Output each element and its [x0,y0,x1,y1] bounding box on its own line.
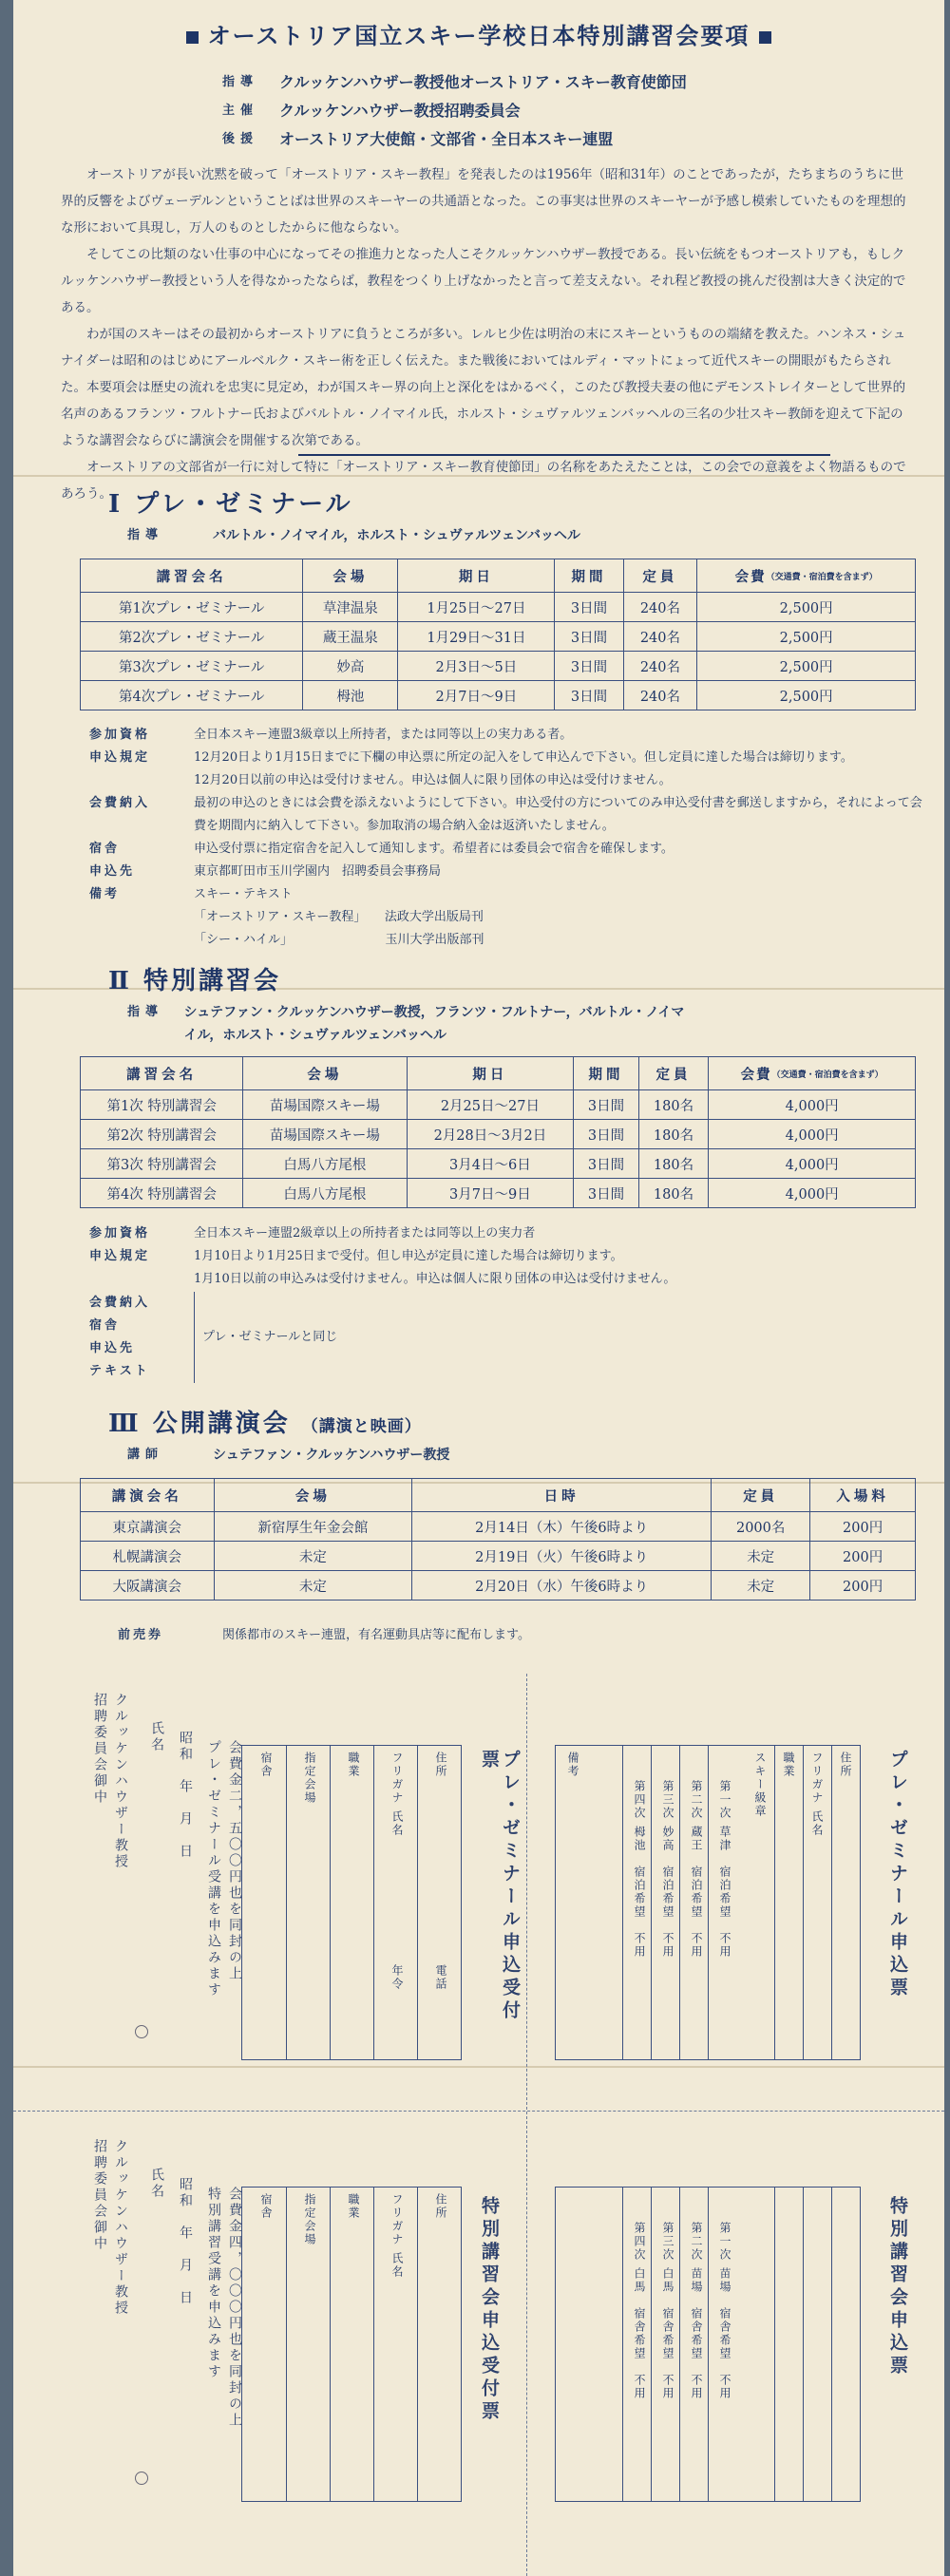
pre-receipt-grid: 住所 フリガナ 氏名 職業 指定会場 宿舎 電話 年令 [241,1745,462,2060]
divider [298,454,830,456]
column-header: 会費（交通費・宿泊費を含まず） [697,559,916,593]
special-receipt-title: 特別講習会申込受付票 [479,2196,500,2424]
organizer-role: 指導 [222,75,259,89]
special-receipt-grid: 住所 フリガナ 氏名 職業 指定会場 宿舎 [241,2187,462,2502]
table-cell: 2月19日（火）午後6時より [412,1542,712,1571]
application-forms [13,1674,944,2576]
table-cell: 第1次プレ・ゼミナール [81,593,303,622]
column-header: 入場料 [810,1479,916,1512]
note-row [89,747,925,769]
fee-note: （交通費・宿泊費を含まず） [766,572,878,582]
table-cell: 3日間 [574,1090,638,1120]
table-cell: 3日間 [555,622,623,652]
table-cell: 未定 [214,1542,412,1571]
table-cell: 白馬八方尾根 [243,1179,407,1208]
note-label [89,769,194,792]
table-cell: 東京講演会 [81,1512,215,1542]
note-label: 申込先 [89,1341,136,1355]
column-header: 定員 [623,559,697,593]
column-header: 期間 [574,1057,638,1090]
column-header: 定員 [712,1479,810,1512]
table-cell: 2月14日（木）午後6時より [412,1512,712,1542]
note-row [89,838,925,861]
fee-line: 会費金四，〇〇〇円也を同封の上 特別講習受講を申込みます [206,2187,242,2429]
note-text: 12月20日以前の申込は受付けません。申込は個人に限り団体の申込は受付けません。 [194,773,672,787]
table-cell: 3日間 [574,1120,638,1149]
note-label: 申込先 [89,864,136,879]
date-line[interactable]: 昭和 年 月 日 [178,2177,193,2306]
note-label [89,1268,194,1291]
table-cell: 2,500円 [697,681,916,710]
table-cell: 3日間 [574,1149,638,1179]
table-cell: 苗場国際スキー場 [243,1090,407,1120]
square-bullet-icon [759,31,771,44]
note-row [89,929,925,952]
table-cell: 1月29日〜31日 [398,622,555,652]
intro-paragraph: そしてこの比類のない仕事の中心になってその推進力となった人こそクルッケンハウザー教授である。長い伝統をもつオーストリアも，もしクルッケンハウザー教授という人を得なかったならば，教程をつくり上げなかったと言って差支えない。それ程ど教授の挑んだ役割は大きく決定的である。 [61,247,906,315]
table-cell: 蔵王温泉 [303,622,398,652]
note-row [89,906,925,929]
table-row [81,1149,916,1179]
section-1-notes [89,724,925,952]
note-label: 申込規定 [89,750,151,765]
square-bullet-icon [186,31,199,44]
table-cell: 200円 [810,1512,916,1542]
note-label: 備考 [89,887,121,901]
section-2-notes [89,1222,925,1291]
date-line[interactable]: 昭和 年 月 日 [178,1731,193,1860]
table-cell: 3月7日〜9日 [407,1179,574,1208]
note-label: 申込規定 [89,1249,151,1263]
table-cell: 第2次プレ・ゼミナール [81,622,303,652]
table-cell: 第3次プレ・ゼミナール [81,652,303,681]
column-header: 講演会名 [81,1479,215,1512]
column-header: 講習会名 [81,559,303,593]
table-header-row [81,559,916,593]
column-header: 会場 [214,1479,412,1512]
note-row [89,769,925,792]
table-cell: 180名 [638,1120,709,1149]
table-cell: 2月28日〜3月2日 [407,1120,574,1149]
section-1-instructors: 指導 バルトル・ノイマイル，ホルスト・シュヴァルツェンバッヘル [127,528,580,543]
table-cell: 4,000円 [709,1179,916,1208]
table-row [81,1120,916,1149]
document-sheet [13,0,944,2576]
addressee: クルッケンハウザー教授 招聘委員会御中 [92,2139,128,2317]
table-row [81,1571,916,1601]
applicant-name[interactable]: 氏名 [149,2168,164,2200]
cut-line [526,1674,527,2576]
table-cell: 第4次 特別講習会 [81,1179,243,1208]
table-cell: 3日間 [555,652,623,681]
table-cell: 未定 [214,1571,412,1601]
note-text: スキー・テキスト [194,887,293,901]
intro-paragraph: わが国のスキーはその最初からオーストリアに負うところが多い。レルヒ少佐は明治の末にスキーというものの端緒を教えた。ハンネス・シュナイダーは昭和のはじめにアールベルク・スキー術を正しく伝えた。また戦後においてはルディ・マットにょって近代スキーの開眼がもたらされた。本要項会は歴史の流れを忠実に見定め，わが国スキー界の向上と深化をはかるべく，このたび教授夫妻の他にデモンストレイターとして世界的名声のあるフランツ・フルトナー氏およびバルトル・ノイマイル氏，ホルスト・シュヴァルツェンバッヘルの三名の少壮スキー教師を迎えて下記のような講習会ならびに講演会を開催する次第である。 [61,327,906,448]
table-cell: 1月25日〜27日 [398,593,555,622]
table-cell: 180名 [638,1090,709,1120]
table-cell: 第2次 特別講習会 [81,1120,243,1149]
organizer-name: オーストリア大使館・文部省・全日本スキー連盟 [279,130,614,148]
table-cell: 3月4日〜6日 [407,1149,574,1179]
note-row [89,1222,925,1245]
note-label: テキスト [89,1364,150,1378]
table-row [81,652,916,681]
note-text: 1月10日より1月25日まで受付。但し申込が定員に達した場合は締切ります。 [194,1249,623,1263]
column-header: 日時 [412,1479,712,1512]
note-label: 参加資格 [89,1226,151,1241]
table-cell: 200円 [810,1571,916,1601]
table-cell: 240名 [623,652,697,681]
note-label [89,906,194,929]
note-text: 1月10日以前の申込みは受付けません。申込は個人に限り団体の申込は受付けません。 [194,1272,676,1286]
table-row [81,1090,916,1120]
organizer-row [222,125,687,154]
column-header: 会費（交通費・宿泊費を含まず） [709,1057,916,1090]
addressee: クルッケンハウザー教授 招聘委員会御中 [92,1693,128,1870]
table-cell: 未定 [712,1542,810,1571]
intro-paragraph: オーストリアが長い沈黙を破って「オーストリア・スキー教程」を発表したのは1956年（昭和31年）のことであったが，たちまちのうちに世界的反響をよびヴェーデルンということばは世界のスキーヤーの共通語となった。この事実は世界のスキーヤーが予感し模索していたものを理想的な形において具現し，万人のものとしたからに他ならない。 [61,167,906,236]
table-cell: 札幌講演会 [81,1542,215,1571]
pre-application-title: プレ・ゼミナール申込票 [887,1750,908,2000]
note-label: 宿舎 [89,1318,121,1333]
table-cell: 2月7日〜9日 [398,681,555,710]
note-row [89,792,925,838]
table-cell: 4,000円 [709,1120,916,1149]
pre-application-grid: 住所 フリガナ 氏名 職業 スキー級章 備考 第一次 草津 宿泊希望 不用 第二次 蔵王 宿泊希望 不用 第三次 妙高 宿泊希望 不用 第四次 栂池 宿泊希望 不用 [555,1745,861,2060]
note-text: 12月20日より1月15日までに下欄の申込票に所定の記入をして申込んで下さい。但し定員に達した場合は締切ります。 [194,750,853,765]
special-application-grid: 第一次 苗場 宿舎希望 不用 第二次 苗場 宿舎希望 不用 第三次 白馬 宿舎希望 不用 第四次 白馬 宿舎希望 不用 [555,2187,861,2502]
column-header: 定員 [638,1057,709,1090]
table-cell: 新宿厚生年金会館 [214,1512,412,1542]
note-text: 「シー・ハイル」 玉川大学出版部刊 [194,933,484,947]
column-header: 会場 [303,559,398,593]
organizer-row [222,68,687,97]
table-cell: 2000名 [712,1512,810,1542]
table-cell: 240名 [623,681,697,710]
special-course-table [80,1056,916,1208]
organizers-block [222,68,687,154]
table-cell: 180名 [638,1179,709,1208]
note-row [89,861,925,883]
organizer-row [222,97,687,125]
intro-paragraph: オーストリアの文部省が一行に対して特に「オーストリア・スキー教育使節団」の名称をあたえたことは，この会での意義をよく物語るものであろう。 [61,460,906,502]
lecture-table [80,1478,916,1601]
note-label [89,929,194,952]
section-3-lecturer: 講師 シュテファン・クルッケンハウザー教授 [127,1448,450,1463]
table-cell: 2,500円 [697,593,916,622]
table-cell: 2,500円 [697,622,916,652]
section-2-same-block: 会費納入 宿舎 申込先 テキスト プレ・ゼミナールと同じ [89,1292,564,1383]
document-title: オーストリア国立スキー学校日本特別講習会要項 [13,17,944,50]
table-row [81,1512,916,1542]
column-header: 期日 [398,559,555,593]
table-header-row [81,1479,916,1512]
table-cell: 240名 [623,593,697,622]
table-cell: 白馬八方尾根 [243,1149,407,1179]
organizer-name: クルッケンハウザー教授他オーストリア・スキー教育使節団 [279,73,687,91]
cut-line [13,2111,944,2112]
table-cell: 苗場国際スキー場 [243,1120,407,1149]
note-text: 全日本スキー連盟3級章以上所持者，または同等以上の実力ある者。 [194,728,573,742]
section-3-heading: Ⅲ 公開講演会 （講演と映画） [108,1410,422,1438]
note-row [89,724,925,747]
pre-seminar-table [80,559,916,710]
fee-line: 会費金二，五〇〇円也を同封の上 プレ・ゼミナール受講を申込みます [206,1740,242,1998]
organizer-role: 主催 [222,104,259,118]
table-cell: 第1次 特別講習会 [81,1090,243,1120]
table-cell: 第3次 特別講習会 [81,1149,243,1179]
table-cell: 2,500円 [697,652,916,681]
note-label: 会費納入 [89,1296,151,1310]
note-row [89,1268,925,1291]
table-cell: 草津温泉 [303,593,398,622]
table-row [81,681,916,710]
table-cell: 3日間 [574,1179,638,1208]
column-header: 期日 [407,1057,574,1090]
table-cell: 未定 [712,1571,810,1601]
note-text: 全日本スキー連盟2級章以上の所持者または同等以上の実力者 [194,1226,536,1241]
applicant-name[interactable]: 氏名 [149,1721,164,1753]
note-label: 宿舎 [89,842,121,856]
note-text: 申込受付票に指定宿舎を記入して通知します。希望者には委員会で宿舎を確保します。 [194,842,674,856]
table-cell: 200円 [810,1542,916,1571]
note-text: 東京都町田市玉川学園内 招聘委員会事務局 [194,864,442,879]
column-header: 会場 [243,1057,407,1090]
note-row [89,1245,925,1268]
note-label: 会費納入 [89,796,151,810]
column-header: 講習会名 [81,1057,243,1090]
pre-receipt-title: プレ・ゼミナール申込受付票 [479,1750,521,2023]
table-row [81,1542,916,1571]
note-text: 最初の申込のときには会費を添えないようにして下さい。申込受付の方についてのみ申込受付書を郵送しますから，それによって会費を期間内に納入して下さい。参加取消の場合納入金は返済いたしません。 [194,796,922,833]
fee-note: （交通費・宿泊費を含まず） [771,1070,884,1080]
presale-note: 前売券 関係都市のスキー連盟，有名運動具店等に配布します。 [118,1628,530,1642]
organizer-name: クルッケンハウザー教授招聘委員会 [279,102,521,120]
table-row [81,593,916,622]
table-cell: 3日間 [555,593,623,622]
table-cell: 第4次プレ・ゼミナール [81,681,303,710]
note-label: 参加資格 [89,728,151,742]
note-text: 「オーストリア・スキー教程」 法政大学出版局刊 [194,910,484,924]
table-cell: 大阪講演会 [81,1571,215,1601]
section-2-instructors: 指導 シュテファン・クルッケンハウザー教授，フランツ・フルトナー，バルトル・ノイマイル，ホルスト・シュヴァルツェンバッヘル [127,1005,685,1043]
table-header-row [81,1057,916,1090]
table-cell: 2月3日〜5日 [398,652,555,681]
section-1-heading: Ⅰ プレ・ゼミナール [108,490,353,519]
table-row [81,622,916,652]
seal-icon [135,2025,148,2038]
table-cell: 2月20日（水）午後6時より [412,1571,712,1601]
section-2-heading: Ⅱ 特別講習会 [108,967,281,995]
special-application-title: 特別講習会申込票 [887,2196,908,2378]
organizer-role: 後援 [222,132,259,146]
table-cell: 妙高 [303,652,398,681]
table-cell: 栂池 [303,681,398,710]
table-cell: 4,000円 [709,1149,916,1179]
table-cell: 3日間 [555,681,623,710]
table-cell: 2月25日〜27日 [407,1090,574,1120]
table-cell: 180名 [638,1149,709,1179]
table-row [81,1179,916,1208]
column-header: 期間 [555,559,623,593]
note-row [89,883,925,906]
seal-icon [135,2472,148,2485]
table-cell: 4,000円 [709,1090,916,1120]
table-cell: 240名 [623,622,697,652]
